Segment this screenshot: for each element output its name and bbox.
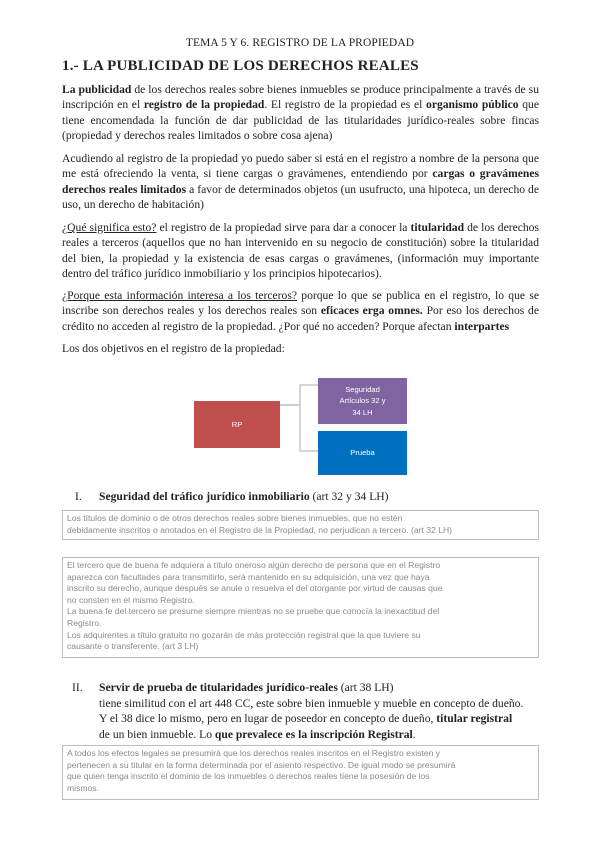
text: de los derechos reales sobre bienes inmuebles se produce principalmente a través de su inscripción en el — [62, 83, 539, 112]
quote-art-34 — [62, 557, 539, 658]
quote-line: Los títulos de dominio o de otros derechos reales sobre bienes inmuebles, que no estén — [67, 513, 403, 523]
text-bold: Servir de prueba de titularidades jurídico-reales — [99, 681, 338, 694]
quote-line: debidamente inscritos o anotados en el Registro de la Propiedad, no perjudican a tercero. (art 32 LH) — [67, 524, 453, 535]
paragraph-terceros — [62, 288, 539, 334]
text-line: tiene similitud con el art 448 CC, este sobre bien inmueble y mueble en concepto de dueño. — [99, 697, 524, 710]
diagram-text: 34 LH — [352, 407, 373, 417]
quote-art-38 — [62, 745, 539, 800]
paragraph-prueba — [99, 696, 539, 742]
quote-line: A todos los efectos legales se presumirá que los derechos reales inscritos en el Registro existen y — [67, 748, 441, 758]
text: que tiene encomendada la función de dar publicidad de las titularidades jurídico-reales sobre fincas (propiedad y derechos reales limitados o sobre cosa ajena) — [62, 98, 540, 142]
quote-line: inscrito su derecho, aunque después se anule o resuelva el del otorgante por virtud de causas que — [67, 583, 443, 594]
text: (art 32 y 34 LH) — [309, 490, 389, 503]
paragraph-significado — [62, 220, 539, 281]
text: el registro de la propiedad sirve para dar a conocer la — [156, 221, 411, 234]
connector-bottom — [280, 405, 318, 451]
paragraph-objetivos — [62, 341, 539, 356]
text-bold: cargas o gravámenes derechos reales limitados — [62, 167, 540, 196]
text: de los derechos reales a terceros (aquellos que no han intervenido en su negocio de constitución) sobre la titularidad del bien, la propiedad y la existencia de esas cargas o gravámenes, (información muy importante dentro del tráfico jurídico inmobiliario y los principios hipotecarios). — [62, 221, 539, 280]
quote-line: no consten en el mismo Registro. — [67, 594, 195, 605]
text-bold: interpartes — [454, 319, 510, 333]
text-bold: que prevalece es la inscripción Registral — [214, 727, 413, 741]
text-bold: titular registral — [436, 712, 513, 726]
diagram-box-seguridad — [318, 378, 407, 424]
quote-line: aparezca con facultades para transmitirlo, será mantenido en su adquisición, una vez que haya — [67, 571, 430, 582]
objective-title — [99, 490, 389, 503]
text-line — [99, 711, 539, 726]
quote-line: La buena fe del tercero se presume siempre mientras no se pruebe que conocía la inexactitud del — [67, 606, 440, 617]
quote-line: que quien tenga inscrito el dominio de los inmuebles o derechos reales tiene la posesión de los — [67, 771, 430, 782]
quote-art-32 — [62, 510, 539, 540]
diagram-text: Seguridad — [345, 384, 380, 394]
text: Acudiendo al registro de la propiedad yo puedo saber si está en el registro a nombre de la persona que me está ofreciendo la venta, si tiene cargas o gravámenes, entendiendo por — [62, 152, 539, 181]
quote-line: pertenecen a su titular en la forma determinada por el asiento respectivo. De igual modo se presumirá — [67, 759, 456, 770]
paragraph-registro — [62, 151, 539, 212]
diagram-text: Artículos 32 y — [339, 396, 386, 406]
text-bold: titularidad — [410, 221, 465, 234]
text: . — [412, 727, 416, 741]
section-title: 1.- LA PUBLICIDAD DE LOS DERECHOS REALES — [62, 58, 419, 74]
paragraph-publicidad — [62, 82, 539, 143]
text-bold: Seguridad del tráfico jurídico inmobiliario — [99, 490, 310, 503]
quote-line: mismos. — [67, 782, 99, 793]
connector-top — [280, 385, 318, 405]
text: de un bien inmueble. Lo — [99, 727, 215, 741]
diagram-box-prueba: Prueba — [318, 431, 407, 475]
quote-line: Registro. — [67, 617, 102, 628]
diagram-box-rp: RP — [194, 401, 280, 448]
text-bold: La publicidad — [62, 83, 132, 96]
objective-number: I. — [75, 490, 82, 503]
quote-line: El tercero que de buena fe adquiera a título oneroso algún derecho de persona que en el Registro — [67, 560, 441, 570]
quote-line: Los adquirentes a título gratuito no gozarán de más protección registral que la que tuviere su — [67, 629, 421, 640]
text: Por eso los derechos de crédito no acceden al registro de la propiedad. ¿Por qué no acceden? Porque afectan — [62, 304, 539, 333]
page-header: TEMA 5 Y 6. REGISTRO DE LA PROPIEDAD — [185, 37, 415, 49]
quote-line: causante o transferente. (art 3 LH) — [67, 641, 199, 652]
text: (art 38 LH) — [337, 681, 394, 694]
text-line — [99, 727, 539, 742]
text-bold: registro de la propiedad — [143, 98, 265, 112]
objective-title — [99, 681, 394, 694]
text: Los dos objetivos en el registro de la propiedad: — [62, 342, 285, 355]
text-underline: ¿Qué significa esto? — [62, 221, 157, 234]
text: a favor de determinados objetos (un usufructo, una hipoteca, un derecho de uso, un derecho de habitación) — [62, 182, 539, 211]
text-underline: ¿Porque esta información interesa a los terceros? — [62, 289, 297, 302]
text: . El registro de la propiedad es el — [264, 98, 427, 112]
text: Y el 38 dice lo mismo, pero en lugar de poseedor en concepto de dueño, — [99, 712, 437, 726]
text-bold: eficaces erga omnes. — [320, 304, 423, 318]
text: porque lo que se publica en el registro, lo que se inscribe son derechos reales y los derechos reales son — [62, 289, 539, 318]
text-bold: organismo público — [426, 98, 519, 112]
objective-number: II. — [72, 681, 83, 694]
